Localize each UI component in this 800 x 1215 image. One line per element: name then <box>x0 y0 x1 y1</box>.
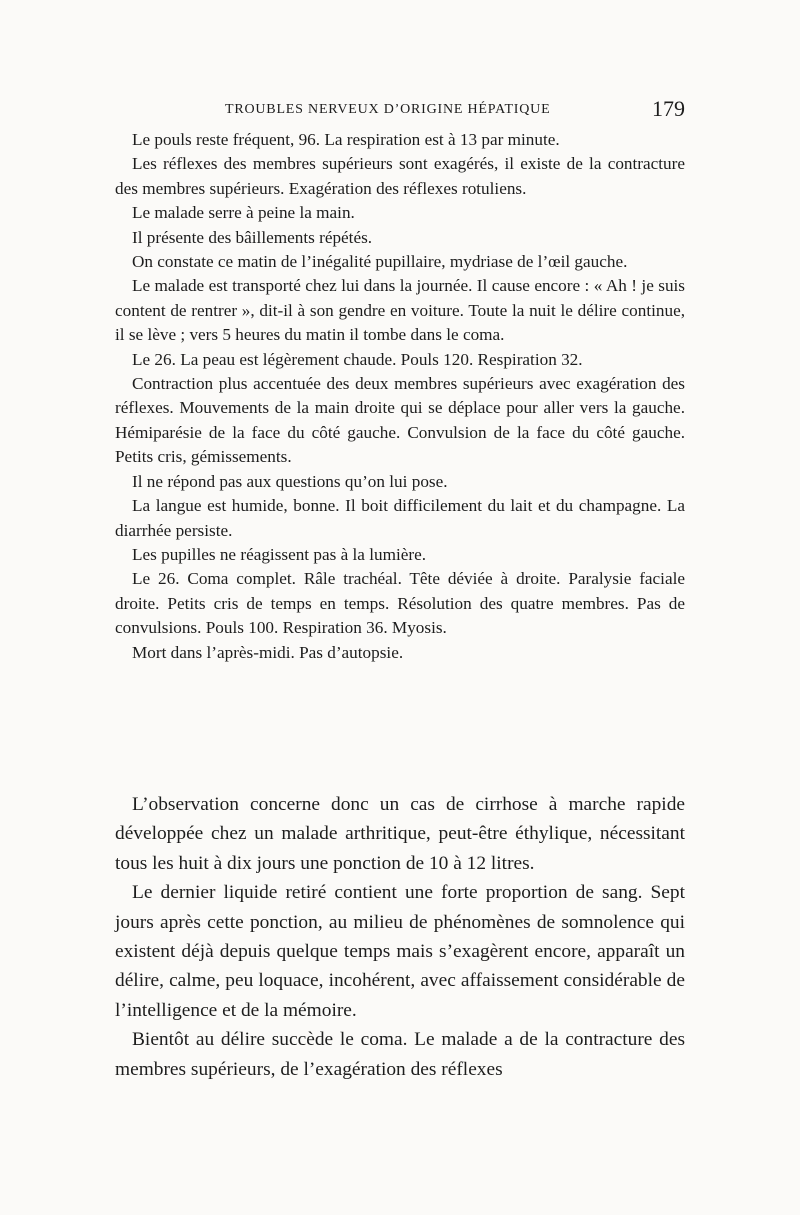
paragraph: Le 26. Coma complet. Râle trachéal. Tête déviée à droite. Paralysie faciale droite. Petits cris de temps en temps. Résolution des quatre membres. Pas de convulsions. Pouls 100. Respiration 36. Myosis. <box>115 569 685 638</box>
paragraph: Il ne répond pas aux questions qu’on lui pose. <box>132 471 448 491</box>
paragraph: Il présente des bâillements répétés. <box>132 227 373 247</box>
page-number: 179 <box>652 96 685 121</box>
paragraph: On constate ce matin de l’inégalité pupillaire, mydriase de l’œil gauche. <box>132 252 628 272</box>
paragraph: L’observation concerne donc un cas de cirrhose à marche rapide développée chez un malade arthritique, peut-être éthylique, nécessitant tous les huit à dix jours une ponction de 10 à 12 litres. <box>115 794 685 874</box>
commentary-text <box>115 790 685 1084</box>
observation-text <box>115 128 685 665</box>
paragraph: Le dernier liquide retiré contient une forte proportion de sang. Sept jours après cette ponction, au milieu de phénomènes de somnolence qui existent déjà depuis quelque temps mais s’exagèrent encore, apparaît un délire, calme, peu loquace, incohérent, avec affaissement considérable de l’intelligence et de la mémoire. <box>115 882 685 1021</box>
paragraph: Contraction plus accentuée des deux membres supérieurs avec exagération des réflexes. Mouvements de la main droite qui se déplace pour aller vers la gauche. Hémiparésie de la face du côté gauche. Convulsion de la face du côté gauche. Petits cris, gémissements. <box>115 374 685 467</box>
paragraph: Les pupilles ne réagissent pas à la lumière. <box>132 544 427 564</box>
paragraph: La langue est humide, bonne. Il boit difficilement du lait et du champagne. La diarrhée persiste. <box>115 496 685 540</box>
paragraph: Le malade serre à peine la main. <box>132 203 355 223</box>
paragraph: Le malade est transporté chez lui dans la journée. Il cause encore : « Ah ! je suis content de rentrer », dit-il à son gendre en voiture. Toute la nuit le délire continue, il se lève ; vers 5 heures du matin il tombe dans le coma. <box>115 276 685 345</box>
page-header <box>115 96 685 124</box>
paragraph: Les réflexes des membres supérieurs sont exagérés, il existe de la contracture des membres supérieurs. Exagération des réflexes rotuliens. <box>115 154 685 198</box>
running-title: TROUBLES NERVEUX D’ORIGINE HÉPATIQUE <box>225 102 551 117</box>
paragraph: Bientôt au délire succède le coma. Le malade a de la contracture des membres supérieurs, de l’exagération des réflexes <box>115 1029 685 1080</box>
paragraph: Le pouls reste fréquent, 96. La respiration est à 13 par minute. <box>132 130 560 149</box>
paragraph: Le 26. La peau est légèrement chaude. Pouls 120. Respiration 32. <box>132 349 583 369</box>
paragraph: Mort dans l’après-midi. Pas d’autopsie. <box>132 642 404 662</box>
